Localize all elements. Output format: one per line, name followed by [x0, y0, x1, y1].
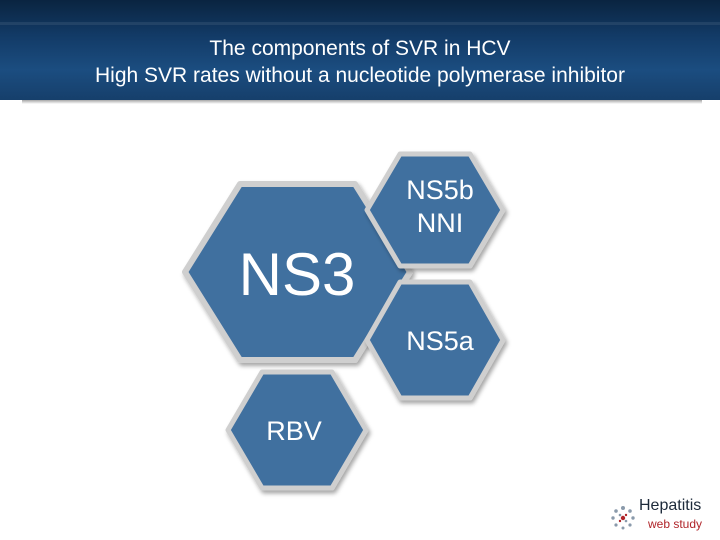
hexagon-label-ns5b: NS5b: [406, 175, 474, 205]
hexagon-rbv: [228, 372, 366, 488]
hepatitis-logo-icon: [608, 503, 638, 533]
hexagon-ns5b: [367, 154, 503, 266]
logo-name: Hepatitis: [639, 497, 702, 514]
hexagon-label-rbv: RBV: [266, 416, 322, 446]
hexagon-label-ns3: NS3: [238, 241, 356, 308]
hexagon-ns5a: [367, 282, 503, 398]
hexagon-label-nni: NNI: [416, 208, 464, 238]
slide-title-line-2: High SVR rates without a nucleotide polymerase inhibitor: [95, 64, 625, 87]
hexagon-label-ns5a: NS5a: [406, 326, 474, 356]
logo-subtitle: web study: [648, 517, 703, 531]
slide-title-line-1: The components of SVR in HCV: [209, 37, 511, 60]
hepatitis-web-study-logo: [608, 497, 712, 533]
